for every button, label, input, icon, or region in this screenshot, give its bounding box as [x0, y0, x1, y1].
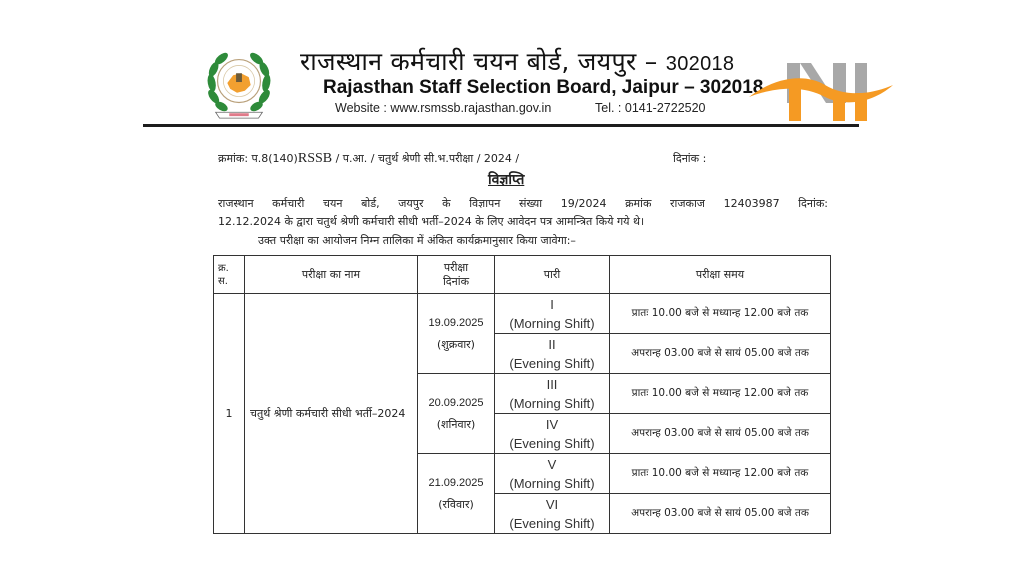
- header-exam-date: परीक्षा दिनांक: [418, 256, 495, 294]
- exam-time-cell: प्रातः 10.00 बजे से मध्यान्ह 12.00 बजे तक: [610, 454, 831, 494]
- reference-number: क्रमांक: प.8(140)RSSB / प.आ. / चतुर्थ श्रेणी सी.भ.परीक्षा / 2024 /: [218, 151, 520, 166]
- exam-time-cell: प्रातः 10.00 बजे से मध्यान्ह 12.00 बजे तक: [610, 374, 831, 414]
- exam-time-cell: प्रातः 10.00 बजे से मध्यान्ह 12.00 बजे तक: [610, 294, 831, 334]
- exam-date-cell: 21.09.2025 (रविवार): [418, 454, 495, 534]
- table-row: [214, 294, 831, 334]
- shift-cell: V (Morning Shift): [495, 454, 610, 494]
- notice-paragraph-line-3: उक्त परीक्षा का आयोजन निम्न तालिका में अंकित कार्यक्रमानुसार किया जावेगा:–: [258, 234, 576, 247]
- shift-cell: IV (Evening Shift): [495, 414, 610, 454]
- exam-schedule-table: [213, 255, 831, 534]
- nh-logo-icon: [745, 55, 900, 125]
- website-text: Website : www.rsmssb.rajasthan.gov.in: [335, 101, 552, 115]
- exam-name-cell: चतुर्थ श्रेणी कर्मचारी सीधी भर्ती–2024: [245, 294, 418, 534]
- board-title-hindi: राजस्थान कर्मचारी चयन बोर्ड, जयपुर – 302018: [300, 47, 735, 76]
- board-title-english: Rajasthan Staff Selection Board, Jaipur – 302018: [323, 77, 764, 98]
- shift-cell: III (Morning Shift): [495, 374, 610, 414]
- exam-date-cell: 19.09.2025 (शुक्रवार): [418, 294, 495, 374]
- header-exam-name: परीक्षा का नाम: [245, 256, 418, 294]
- telephone-text: Tel. : 0141-2722520: [595, 101, 706, 115]
- exam-time-cell: अपरान्ह 03.00 बजे से सायं 05.00 बजे तक: [610, 414, 831, 454]
- notice-title: विज्ञप्ति: [488, 172, 525, 188]
- exam-date-cell: 20.09.2025 (शनिवार): [418, 374, 495, 454]
- date-label: दिनांक :: [673, 152, 707, 165]
- table-header-row: [214, 256, 831, 294]
- shift-cell: I (Morning Shift): [495, 294, 610, 334]
- header-serial: क्र. स.: [214, 256, 245, 294]
- shift-cell: VI (Evening Shift): [495, 494, 610, 534]
- exam-time-cell: अपरान्ह 03.00 बजे से सायं 05.00 बजे तक: [610, 334, 831, 374]
- header-shift: पारी: [495, 256, 610, 294]
- notice-paragraph-line-1: राजस्थान कर्मचारी चयन बोर्ड, जयपुर के विज्ञापन संख्या 19/2024 क्रमांक राजकाज 12403987 दिनांक:: [218, 197, 828, 210]
- notice-paragraph-line-2: 12.12.2024 के द्वारा चतुर्थ श्रेणी कर्मचारी सीधी भर्ती–2024 के लिए आवेदन पत्र आमन्त्रित किये गये थे।: [218, 215, 645, 228]
- exam-time-cell: अपरान्ह 03.00 बजे से सायं 05.00 बजे तक: [610, 494, 831, 534]
- rsmssb-emblem-icon: [200, 44, 278, 122]
- serial-cell: 1: [214, 294, 245, 534]
- header-exam-time: परीक्षा समय: [610, 256, 831, 294]
- shift-cell: II (Evening Shift): [495, 334, 610, 374]
